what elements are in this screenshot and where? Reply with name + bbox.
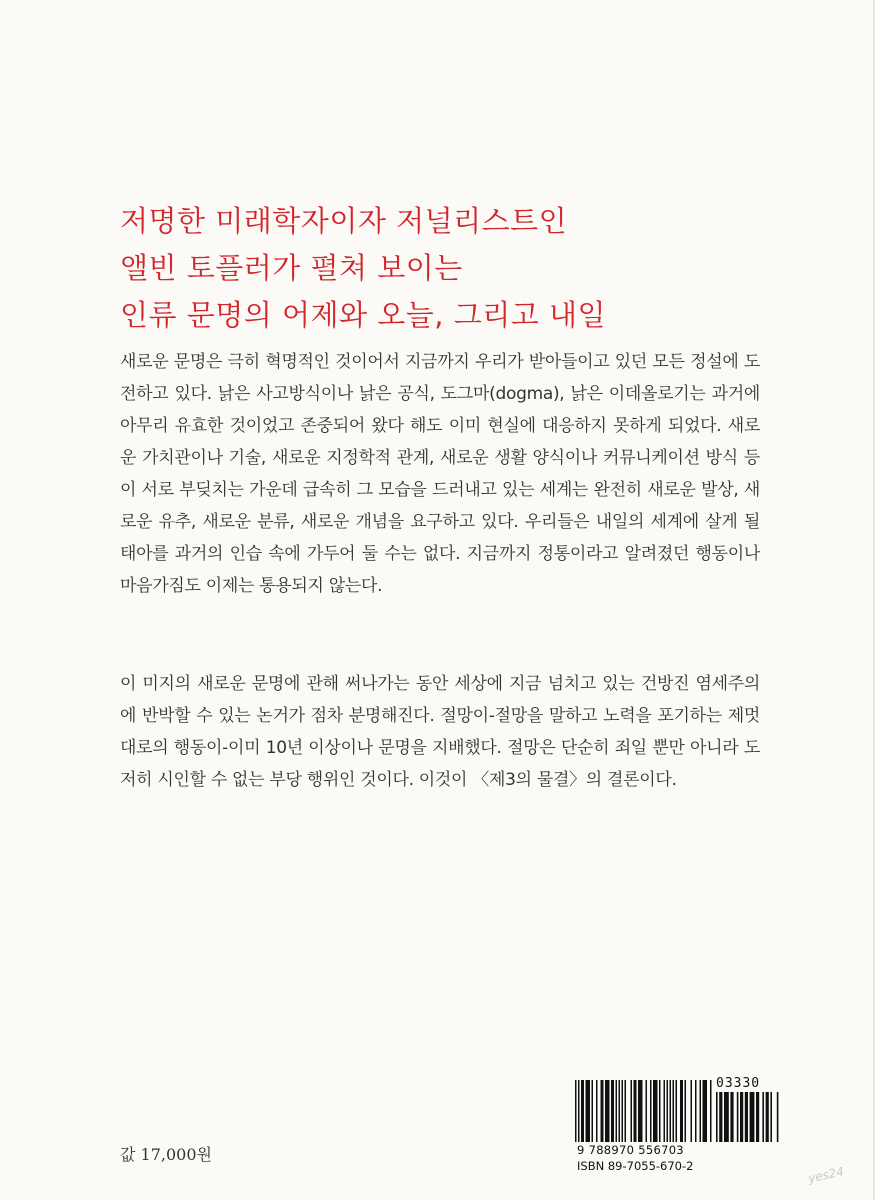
barcode-bar: [724, 1092, 729, 1142]
barcode-bar: [673, 1080, 675, 1142]
barcode-bar: [575, 1080, 577, 1142]
price-label: 값 17,000원: [120, 1145, 212, 1164]
ean-digits: 9 788970 556703: [577, 1143, 684, 1157]
barcode-bar: [719, 1092, 722, 1142]
barcode-bar: [695, 1080, 697, 1142]
addon-barcode: [716, 1092, 780, 1142]
headline: [120, 198, 760, 339]
barcode-bar: [653, 1080, 658, 1142]
barcode-bar: [605, 1080, 610, 1142]
headline-line-3: 인류 문명의 어제와 오늘, 그리고 내일: [120, 298, 607, 332]
barcode-bar: [634, 1080, 637, 1142]
barcode-bar: [703, 1080, 708, 1142]
barcode-bar: [616, 1080, 618, 1142]
barcode-bar: [592, 1080, 594, 1142]
barcode-bar: [670, 1080, 672, 1142]
barcode-bar: [601, 1080, 604, 1142]
barcode-bar: [745, 1092, 748, 1142]
isbn-barcode-block: [575, 1076, 780, 1173]
watermark-logo: yes24: [806, 1164, 846, 1186]
barcode-bar: [716, 1092, 718, 1142]
barcode-bar: [766, 1092, 769, 1142]
barcode-bar: [691, 1080, 693, 1142]
barcode-bar: [667, 1080, 669, 1142]
barcode-bar: [619, 1080, 621, 1142]
barcode-bar: [631, 1080, 633, 1142]
barcode-bar: [700, 1080, 702, 1142]
body-paragraph-2: 이 미지의 새로운 문명에 관해 써나가는 동안 세상에 지금 넘치고 있는 건방진 염세주의에 반박할 수 있는 논거가 점차 분명해진다. 절망이-절망을 말하고 노력을 포기하는 제멋대로의 행동이-이미 10년 이상이나 문명을 지배했다. 절망은 단순히 죄일 뿐만 아니라 도저히 시인할 수 없는 부당 행위인 것이다. 이것이 〈제3의 물결〉의 결론이다.: [120, 674, 760, 790]
barcode-bar: [659, 1080, 661, 1142]
barcode-bar: [730, 1092, 733, 1142]
barcode-bar: [611, 1080, 614, 1142]
barcode-bar: [650, 1080, 652, 1142]
barcode-bar: [596, 1080, 598, 1142]
barcode-bar: [680, 1080, 683, 1142]
barcode-bar: [664, 1080, 666, 1142]
barcode-bar: [756, 1092, 759, 1142]
barcode-bar: [646, 1080, 648, 1142]
headline-line-2: 앨빈 토플러가 펼쳐 보이는: [120, 251, 463, 285]
body-paragraph-1: 새로운 문명은 극히 혁명적인 것이어서 지금까지 우리가 받아들이고 있던 모든 정설에 도전하고 있다. 낡은 사고방식이나 낡은 공식, 도그마(dogma), 낡은 이데올로기는 과거에 아무리 유효한 것이었고 존중되어 왔다 해도 이미 현실에 대응하지 못하게 되었다. 새로운 가치관이나 기술, 새로운 지정학적 관계, 새로운 생활 양식이나 커뮤니케이션 방식 등이 서로 부딪치는 가운데 급속히 그 모습을 드러내고 있는 세계는 완전히 새로운 발상, 새로운 유추, 새로운 분류, 새로운 개념을 요구하고 있다. 우리들은 내일의 세계에 살게 될 태아를 과거의 인습 속에 가두어 둘 수는 없다. 지금까지 정통이라고 알려졌던 행동이나 마음가짐도 이제는 통용되지 않는다.: [120, 352, 760, 596]
barcode-bar: [581, 1080, 584, 1142]
addon-digits: 03330: [716, 1076, 761, 1091]
barcode-bar: [762, 1092, 764, 1142]
barcode-bar: [676, 1080, 678, 1142]
barcode-bar: [737, 1092, 739, 1142]
barcode-bar: [710, 1080, 712, 1142]
barcode-bar: [685, 1080, 687, 1142]
barcode-bar: [586, 1080, 591, 1142]
barcode-bar: [750, 1092, 755, 1142]
barcode-bar: [625, 1080, 627, 1142]
barcode-bar: [777, 1092, 779, 1142]
barcode-bar: [770, 1092, 772, 1142]
barcode-bar: [740, 1092, 743, 1142]
ean-barcode: [575, 1080, 713, 1142]
isbn-text: ISBN 89-7055-670-2: [577, 1159, 694, 1173]
headline-line-1: 저명한 미래학자이자 저널리스트인: [120, 204, 568, 238]
barcode-bar: [622, 1080, 624, 1142]
barcode-bar: [578, 1080, 580, 1142]
barcode-bar: [638, 1080, 643, 1142]
